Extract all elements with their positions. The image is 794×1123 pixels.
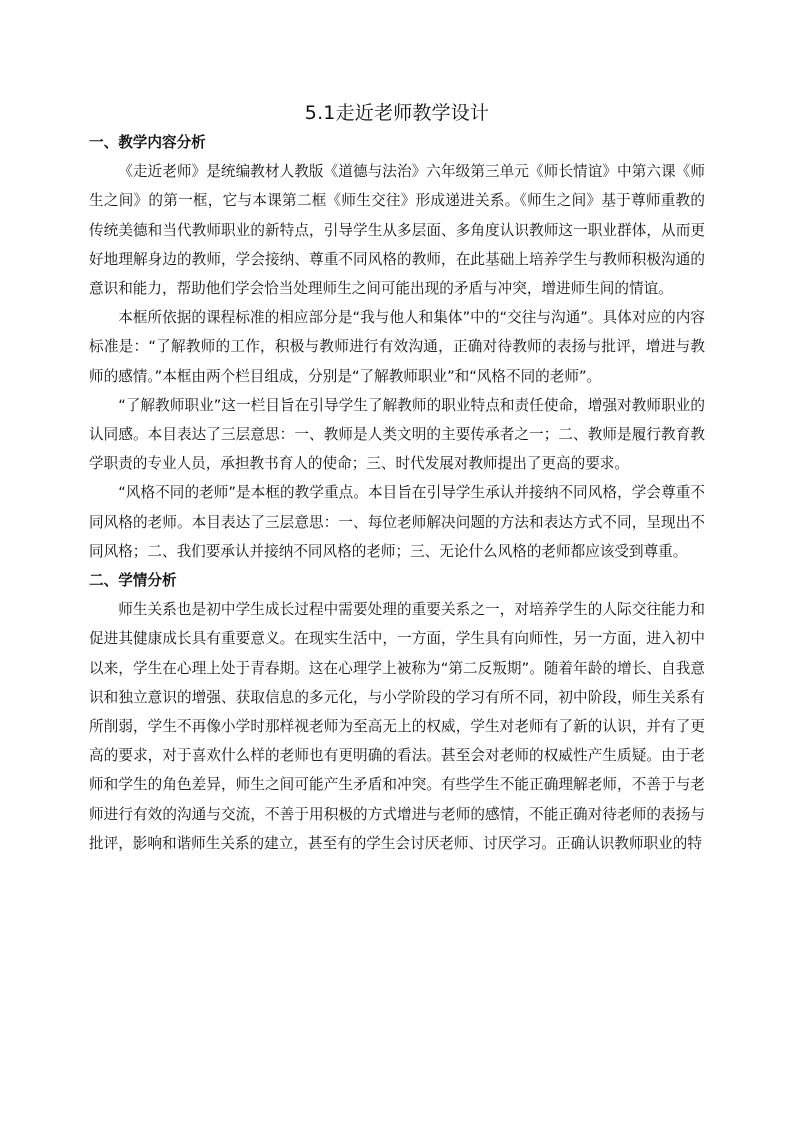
section-content-analysis	[89, 128, 705, 566]
paragraph: “风格不同的老师”是本框的教学重点。本目旨在引导学生承认并接纳不同风格，学会尊重不同风格的老师。本目表达了三层意思：一、每位老师解决问题的方法和表达方式不同，呈现出不同风格；二、我们要承认并接纳不同风格的老师；三、无论什么风格的老师都应该受到尊重。	[89, 484, 705, 560]
section-heading: 一、教学内容分析	[89, 134, 206, 151]
paragraph: 师生关系也是初中学生成长过程中需要处理的重要关系之一，对培养学生的人际交往能力和促进其健康成长具有重要意义。在现实生活中，一方面，学生具有向师性，另一方面，进入初中以来，学生在心理上处于青春期。这在心理学上被称为“第二反叛期”。随着年龄的增长、自我意识和独立意识的增强、获取信息的多元化，与小学阶段的学习有所不同，初中阶段，师生关系有所削弱，学生不再像小学时那样视老师为至高无上的权威，学生对老师有了新的认识，并有了更高的要求，对于喜欢什么样的老师也有更明确的看法。甚至会对老师的权威性产生质疑。由于老师和学生的角色差异，师生之间可能产生矛盾和冲突。有些学生不能正确理解老师，不善于与老师进行有效的沟通与交流，不善于用积极的方式增进与老师的感情，不能正确对待老师的表扬与批评，影响和谐师生关系的建立，甚至有的学生会讨厌老师、讨厌学习。正确认识教师职业的特	[89, 601, 705, 852]
paragraph: 《走近老师》是统编教材人教版《道德与法治》六年级第三单元《师长情谊》中第六课《师生之间》的第一框，它与本课第二框《师生交往》形成递进关系。《师生之间》基于尊师重教的传统美德和当代教师职业的新特点，引导学生从多层面、多角度认识教师这一职业群体，从而更好地理解身边的教师，学会接纳、尊重不同风格的教师，在此基础上培养学生与教师积极沟通的意识和能力，帮助他们学会恰当处理师生之间可能出现的矛盾与冲突，增进师生间的情谊。	[89, 163, 705, 298]
document-title: 5.1走近老师教学设计	[304, 102, 490, 124]
paragraph: “了解教师职业”这一栏目旨在引导学生了解教师的职业特点和责任使命，增强对教师职业的认同感。本目表达了三层意思：一、教师是人类文明的主要传承者之一；二、教师是履行教育教学职责的专业人员，承担教书育人的使命；三、时代发展对教师提出了更高的要求。	[89, 396, 705, 473]
paragraph: 本框所依据的课程标准的相应部分是“我与他人和集体”中的“交往与沟通”。具体对应的内容标准是：“了解教师的工作，积极与教师进行有效沟通，正确对待教师的表扬与批评，增进与教师的感情。”本框由两个栏目组成，分别是“了解教师职业”和“风格不同的老师”。	[89, 309, 705, 385]
section-student-analysis	[89, 566, 705, 858]
section-heading: 二、学情分析	[89, 572, 177, 590]
